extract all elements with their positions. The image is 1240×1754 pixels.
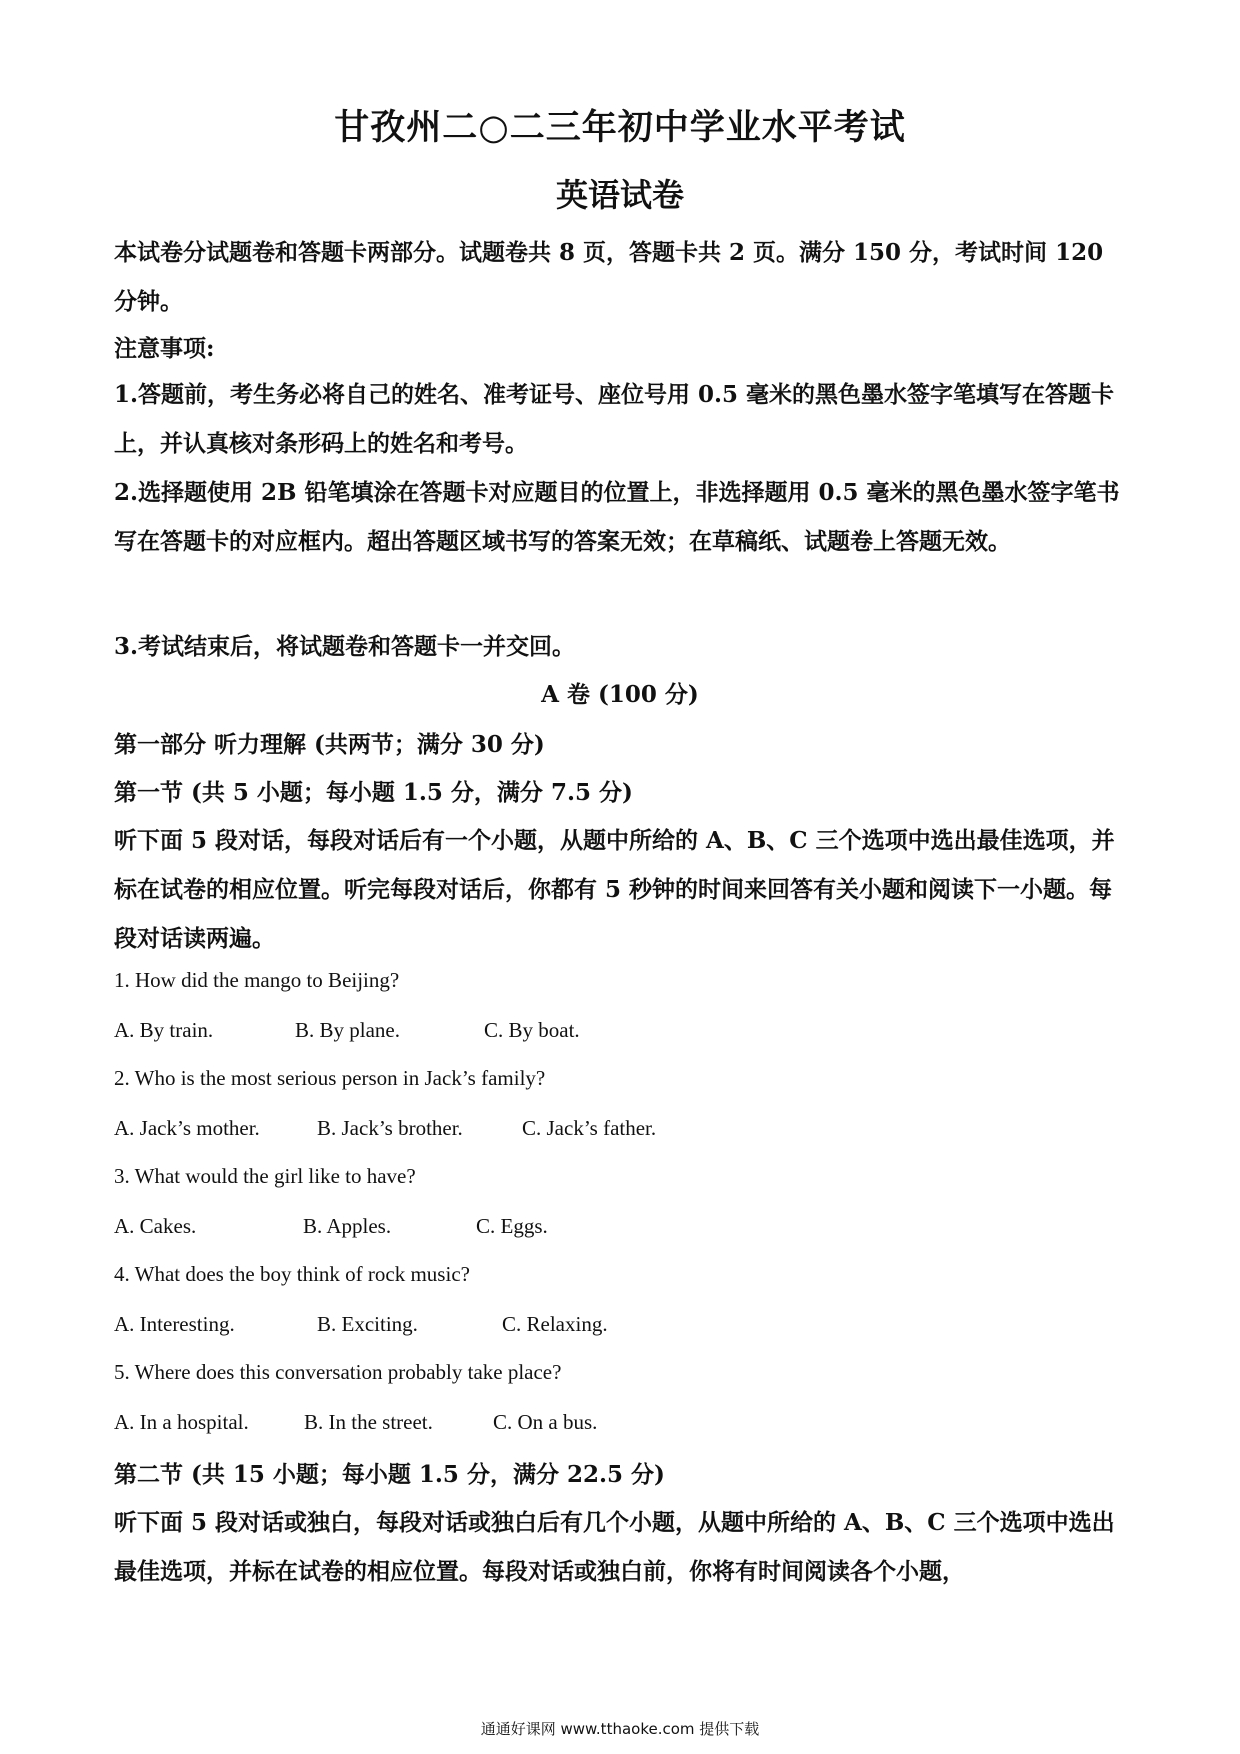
q1-option-a: A. By train. [114,1018,214,1042]
q4-option-c: C. Relaxing. [502,1312,608,1336]
section2-heading: 第二节 (共 15 小题；每小题 1.5 分，满分 22.5 分) [114,1461,665,1488]
q3-option-a: A. Cakes. [114,1214,197,1238]
q3-option-b: B. Apples. [303,1214,392,1238]
question-2: 2. Who is the most serious person in Jack’s family? [114,1066,546,1090]
section1-heading: 第一节 (共 5 小题；每小题 1.5 分，满分 7.5 分) [114,779,633,806]
q5-option-b: B. In the street. [304,1410,433,1434]
exam-subtitle: 英语试卷 [555,176,684,214]
q2-option-b: B. Jack’s brother. [317,1116,463,1140]
q2-option-a: A. Jack’s mother. [114,1116,260,1140]
question-4: 4. What does the boy think of rock music? [114,1262,470,1286]
note-3: 3.考试结束后，将试题卷和答题卡一并交回。 [114,633,576,660]
question-3: 3. What would the girl like to have? [114,1164,416,1188]
page-footer: 通通好课网 www.tthaoke.com 提供下载 [480,1720,760,1738]
q4-option-a: A. Interesting. [114,1312,235,1336]
intro-paragraph: 本试卷分试题卷和答题卡两部分。试题卷共 8 页，答题卡共 2 页。满分 150 分，考试时间 120 分钟。 [114,239,1104,315]
section1-instruction: 听下面 5 段对话，每段对话后有一个小题，从题中所给的 A、B、C 三个选项中选出最佳选项，并标在试卷的相应位置。听完每段对话后，你都有 5 秒钟的时间来回答有关小题和阅读下一小题。每段对话读两遍。 [114,827,1115,952]
note-2: 2.选择题使用 2B 铅笔填涂在答题卡对应题目的位置上，非选择题用 0.5 毫米的黑色墨水签字笔书写在答题卡的对应框内。超出答题区域书写的答案无效；在草稿纸、试题卷上答题无效。 [114,479,1120,555]
note-1: 1.答题前，考生务必将自己的姓名、准考证号、座位号用 0.5 毫米的黑色墨水签字笔填写在答题卡上，并认真核对条形码上的姓名和考号。 [114,381,1115,457]
q5-option-a: A. In a hospital. [114,1410,249,1434]
question-1: 1. How did the mango to Beijing? [114,968,400,992]
notes-heading: 注意事项: [114,335,215,362]
section2-instruction: 听下面 5 段对话或独白，每段对话或独白后有几个小题，从题中所给的 A、B、C 三个选项中选出最佳选项，并标在试卷的相应位置。每段对话或独白前，你将有时间阅读各个小题， [114,1509,1115,1585]
q3-option-c: C. Eggs. [476,1214,548,1238]
q5-option-c: C. On a bus. [493,1410,598,1434]
q1-option-c: C. By boat. [484,1018,580,1042]
q2-option-c: C. Jack’s father. [522,1116,657,1140]
exam-title: 甘孜州二○二三年初中学业水平考试 [334,107,906,148]
question-5: 5. Where does this conversation probably take place? [114,1360,562,1384]
q1-option-b: B. By plane. [295,1018,400,1042]
q4-option-b: B. Exciting. [317,1312,418,1336]
volume-a-heading: A 卷 (100 分) [541,681,699,708]
part1-heading: 第一部分 听力理解 (共两节；满分 30 分) [114,731,545,758]
